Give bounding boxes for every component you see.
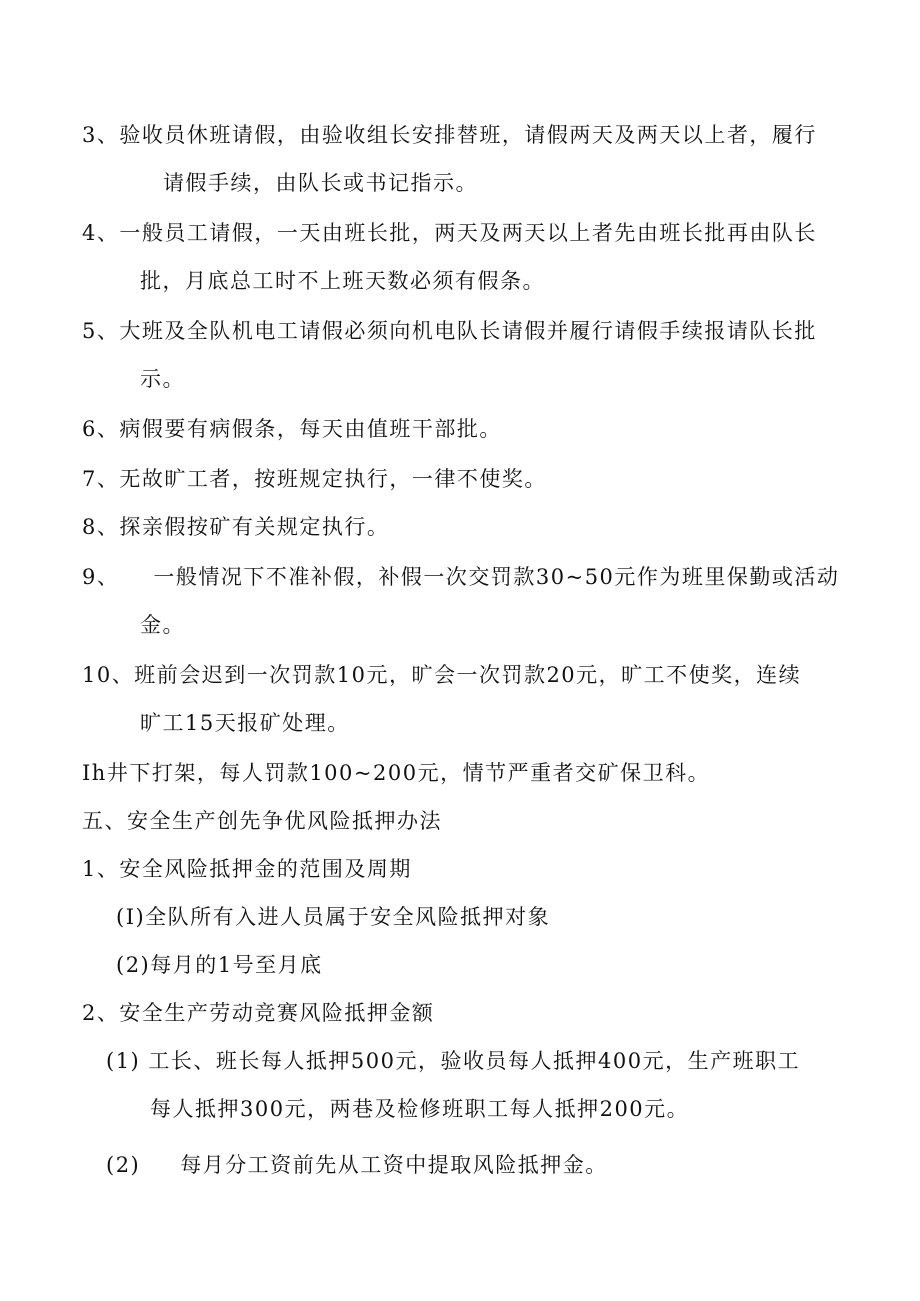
- sub2-point-2: [106, 1150, 608, 1180]
- section-title: 五、安全生产创先争优风险抵押办法: [82, 809, 442, 833]
- item-3-line-2: 请假手续，由队长或书记指示。: [163, 171, 478, 195]
- item-9-text: 一般情况下不准补假，补假一次交罚款30~50元作为班里保勤或活动: [153, 565, 840, 589]
- item-4-line-1: 4、一般员工请假，一天由班长批，两天及两天以上者先由班长批再由队长: [82, 221, 817, 245]
- item-11-line: Ih井下打架，每人罚款100~200元，情节严重者交矿保卫科。: [82, 761, 711, 785]
- item-10-line-1: 10、班前会迟到一次罚款10元，旷会一次罚款20元，旷工不使奖，连续: [82, 663, 802, 687]
- item-9-line-2: 金。: [140, 613, 185, 637]
- item-9-line-1: [82, 562, 839, 592]
- item-6-line: 6、病假要有病假条，每天由值班干部批。: [82, 417, 502, 441]
- item-9-number: 9、: [82, 565, 120, 589]
- sub2-heading: 2、安全生产劳动竞赛风险抵押金额: [82, 1001, 435, 1025]
- item-5-line-2: 示。: [140, 367, 185, 391]
- sub2-point-2-number: (2): [106, 1153, 141, 1177]
- item-10-line-2: 旷工15天报矿处理。: [140, 711, 350, 735]
- item-5-line-1: 5、大班及全队机电工请假必须向机电队长请假并履行请假手续报请队长批: [82, 319, 817, 343]
- sub1-point-2: (2)每月的1号至月底: [116, 953, 323, 977]
- item-4-line-2: 批，月底总工时不上班天数必须有假条。: [140, 269, 545, 293]
- sub2-point-1-line-1: (1) 工长、班长每人抵押500元，验收员每人抵押400元，生产班职工: [106, 1049, 801, 1073]
- item-7-line: 7、无故旷工者，按班规定执行，一律不使奖。: [82, 467, 547, 491]
- item-8-line: 8、探亲假按矿有关规定执行。: [82, 515, 390, 539]
- sub2-point-2-text: 每月分工资前先从工资中提取风险抵押金。: [180, 1153, 608, 1177]
- sub1-point-1: (I)全队所有入进人员属于安全风险抵押对象: [116, 905, 551, 929]
- item-3-line-1: 3、验收员休班请假，由验收组长安排替班，请假两天及两天以上者，履行: [82, 123, 817, 147]
- sub2-point-1-line-2: 每人抵押300元，两巷及检修班职工每人抵押200元。: [150, 1097, 690, 1121]
- sub1-heading: 1、安全风险抵押金的范围及周期: [82, 857, 412, 881]
